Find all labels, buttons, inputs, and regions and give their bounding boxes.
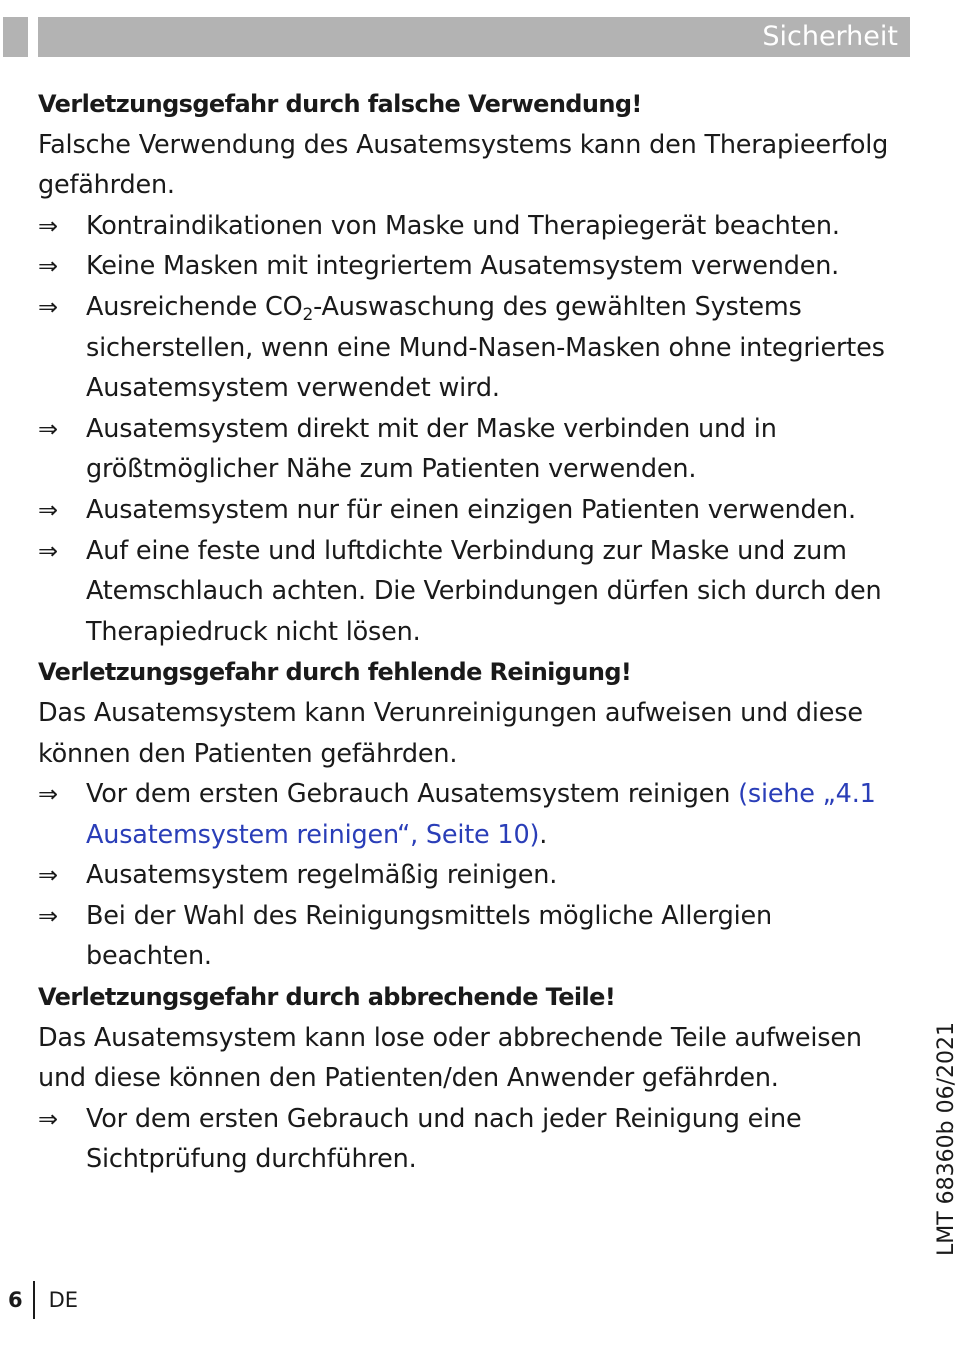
footer-divider <box>33 1281 35 1319</box>
list-item-text: . <box>539 819 548 850</box>
warning-text: Das Ausatemsystem kann lose oder abbrechende Teile aufweisen <box>38 1022 862 1053</box>
arrow-right-icon: ⇒ <box>38 252 58 281</box>
list-item-text: Bei der Wahl des Reinigungsmittels mögliche Allergien <box>86 900 772 931</box>
arrow-right-icon: ⇒ <box>38 495 58 524</box>
list-item <box>38 206 908 247</box>
page-number: 6 <box>8 1288 23 1312</box>
header-marker <box>3 17 28 57</box>
list-item-text: Ausreichende CO <box>86 291 303 322</box>
list-item <box>38 1099 908 1140</box>
arrow-right-icon: ⇒ <box>38 901 58 930</box>
list-item-continuation: Ausatemsystem verwendet wird. <box>86 373 500 404</box>
list-item-continuation <box>38 815 908 856</box>
arrow-right-icon: ⇒ <box>38 1104 58 1133</box>
list-item-text: Kontraindikationen von Maske und Therapiegerät beachten. <box>86 210 840 241</box>
warning-text: Falsche Verwendung des Ausatemsystems kann den Therapieerfolg <box>38 129 889 160</box>
warning-heading: Verletzungsgefahr durch abbrechende Teile! <box>38 983 616 1012</box>
list-item <box>38 531 908 572</box>
language-code: DE <box>48 1288 79 1312</box>
arrow-right-icon: ⇒ <box>38 861 58 890</box>
list-item-text: Ausatemsystem direkt mit der Maske verbinden und in <box>86 413 777 444</box>
list-item-continuation: Sichtprüfung durchführen. <box>86 1144 417 1175</box>
list-item <box>38 855 908 896</box>
arrow-right-icon: ⇒ <box>38 536 58 565</box>
list-item-text: Vor dem ersten Gebrauch Ausatemsystem reinigen <box>86 779 739 810</box>
arrow-right-icon: ⇒ <box>38 780 58 809</box>
list-item-text: Auf eine feste und luftdichte Verbindung zur Maske und zum <box>86 535 847 566</box>
list-item <box>38 490 908 531</box>
arrow-right-icon: ⇒ <box>38 414 58 443</box>
cross-reference-link[interactable]: (siehe „4.1 <box>738 779 876 810</box>
list-item-text: Ausatemsystem regelmäßig reinigen. <box>86 860 558 891</box>
page-footer <box>8 1280 78 1320</box>
warning-text: und diese können den Patienten/den Anwender gefährden. <box>38 1063 779 1094</box>
cross-reference-link[interactable]: Ausatemsystem reinigen“, Seite 10) <box>86 819 540 850</box>
arrow-right-icon: ⇒ <box>38 211 58 240</box>
warning-text: gefährden. <box>38 170 175 201</box>
warning-heading: Verletzungsgefahr durch falsche Verwendung! <box>38 90 642 118</box>
list-item-continuation: größtmöglicher Nähe zum Patienten verwenden. <box>86 454 697 485</box>
list-item <box>38 409 908 450</box>
section-header-bar <box>38 17 910 57</box>
warning-text: Das Ausatemsystem kann Verunreinigungen aufweisen und diese <box>38 697 863 728</box>
list-item <box>38 896 908 937</box>
list-item <box>38 246 908 287</box>
list-item-text: Keine Masken mit integriertem Ausatemsystem verwenden. <box>86 251 840 282</box>
page-content <box>38 84 908 1180</box>
section-title: Sicherheit <box>762 21 898 52</box>
warning-text: können den Patienten gefährden. <box>38 738 458 769</box>
list-item <box>38 287 908 328</box>
list-item-continuation: Therapiedruck nicht lösen. <box>86 616 421 647</box>
list-item-continuation: sicherstellen, wenn eine Mund-Nasen-Masken ohne integriertes <box>86 332 885 363</box>
list-item-text: Ausatemsystem nur für einen einzigen Patienten verwenden. <box>86 494 856 525</box>
subscript-2: 2 <box>302 304 314 325</box>
warning-heading: Verletzungsgefahr durch fehlende Reinigung! <box>38 658 632 687</box>
list-item-text: Vor dem ersten Gebrauch und nach jeder Reinigung eine <box>86 1103 802 1134</box>
list-item-continuation: beachten. <box>86 941 212 972</box>
list-item-text: -Auswaschung des gewählten Systems <box>313 291 802 322</box>
list-item-continuation: Atemschlauch achten. Die Verbindungen dürfen sich durch den <box>86 576 882 607</box>
list-item <box>38 774 908 815</box>
document-code: LMT 68360b 06/2021 <box>934 1021 959 1256</box>
arrow-right-icon: ⇒ <box>38 292 58 321</box>
